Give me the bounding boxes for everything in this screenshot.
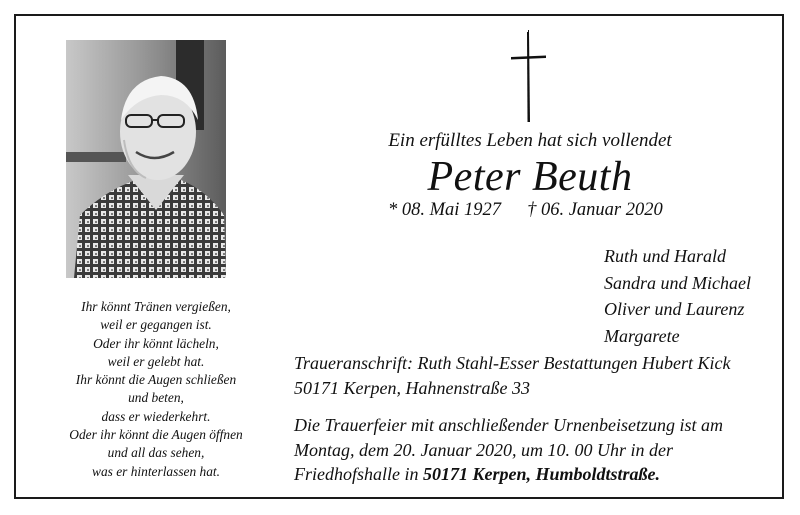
ceremony-info: [294, 413, 723, 487]
poem-line: Oder ihr könnt die Augen öffnen: [69, 427, 243, 443]
motto: Ein erfülltes Leben hat sich vollendet: [388, 130, 672, 151]
ceremony-line: Montag, dem 20. Januar 2020, um 10. 00 Uhr in der: [294, 439, 673, 460]
cross-icon: [510, 30, 548, 124]
poem-line: weil er gegangen ist.: [100, 317, 212, 333]
ceremony-line: Die Trauerfeier mit anschließender Urnenbeisetzung ist am: [294, 415, 723, 435]
poem-line: Ihr könnt die Augen schließen: [75, 372, 237, 388]
birth-date: * 08. Mai 1927: [388, 200, 502, 220]
ceremony-location: 50171 Kerpen, Humboldtstraße.: [423, 464, 661, 484]
death-date: † 06. Januar 2020: [527, 200, 663, 220]
mourner: Margarete: [604, 325, 680, 346]
deceased-name: Peter Beuth: [427, 154, 633, 200]
poem-line: Ihr könnt Tränen vergießen,: [81, 299, 231, 314]
address-line: Traueranschrift: Ruth Stahl-Esser Bestattungen Hubert Kick: [294, 353, 731, 373]
mourners-list: [604, 243, 751, 349]
ceremony-line: [294, 462, 723, 487]
address-line: 50171 Kerpen, Hahnenstraße 33: [294, 377, 530, 398]
life-dates: [388, 200, 663, 221]
mourner: Sandra und Michael: [604, 272, 751, 293]
poem-line: und all das sehen,: [107, 445, 205, 461]
mourning-address: [294, 351, 730, 400]
poem: [40, 298, 272, 481]
poem-line: weil er gelebt hat.: [107, 353, 205, 369]
poem-line: und beten,: [128, 390, 184, 406]
poem-line: Oder ihr könnt lächeln,: [93, 335, 219, 351]
poem-line: dass er wiederkehrt.: [101, 408, 211, 424]
portrait-photo: [66, 40, 226, 278]
mourner: Ruth und Harald: [604, 246, 727, 266]
poem-line: was er hinterlassen hat.: [92, 463, 220, 479]
mourner: Oliver und Laurenz: [604, 299, 745, 319]
ceremony-location-prefix: Friedhofshalle in: [294, 464, 423, 484]
